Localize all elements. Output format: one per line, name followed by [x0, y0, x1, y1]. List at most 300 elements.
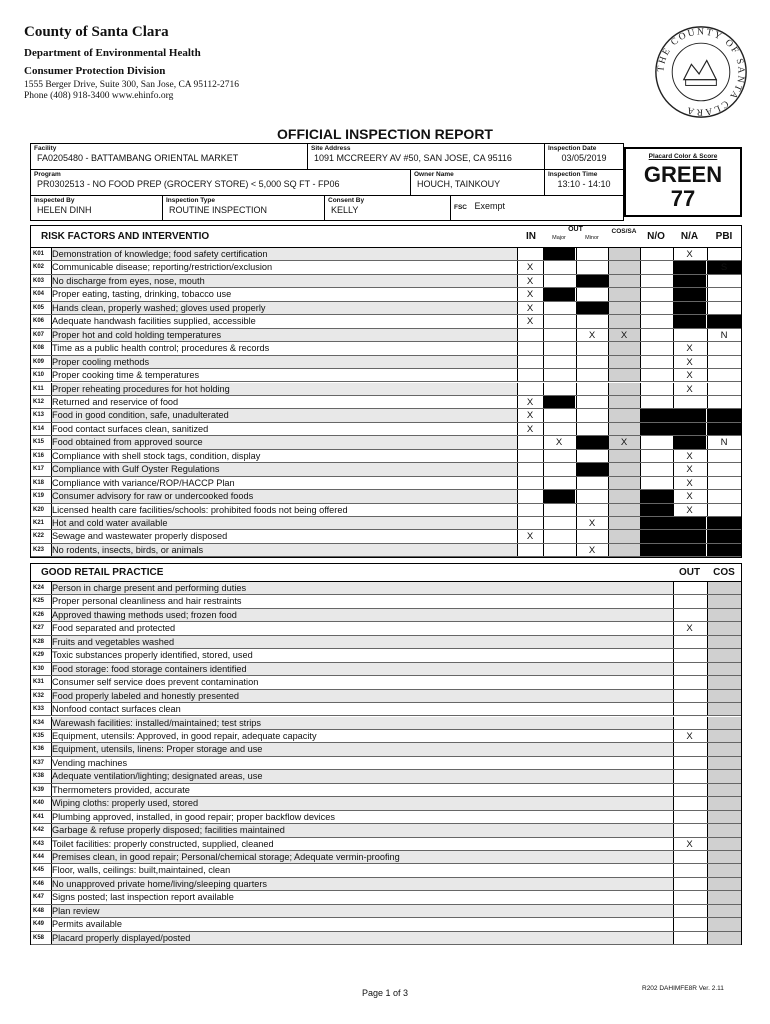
- item-description: Signs posted; last inspection report available: [52, 892, 234, 903]
- cos-shade: [608, 463, 640, 475]
- mark-na[interactable]: X: [686, 504, 693, 516]
- item-code: K09: [33, 358, 45, 365]
- item-code: K41: [33, 813, 45, 820]
- col-divider: [707, 905, 708, 917]
- col-divider: [707, 649, 708, 661]
- col-divider: [543, 530, 544, 542]
- item-code: K02: [33, 264, 45, 271]
- col-divider: [707, 261, 708, 273]
- col-divider: [640, 504, 641, 516]
- mark-mj[interactable]: X: [555, 437, 563, 449]
- mark-mn[interactable]: X: [588, 544, 596, 556]
- item-code: K46: [33, 880, 45, 887]
- col-divider: [51, 261, 52, 273]
- col-divider: [51, 315, 52, 327]
- col-divider: [51, 409, 52, 421]
- mark-in[interactable]: X: [526, 423, 534, 435]
- col-divider: [51, 342, 52, 354]
- cos-shade: [707, 905, 741, 917]
- col-divider: [707, 770, 708, 782]
- col-divider: [51, 905, 52, 917]
- col-divider: [707, 757, 708, 769]
- col-divider: [543, 544, 544, 556]
- mark-pbi[interactable]: N: [720, 329, 728, 341]
- retail-row: [31, 757, 741, 770]
- retail-header-row: GOOD RETAIL PRACTICE OUT COS: [31, 564, 741, 582]
- item-description: Food in good condition, safe, unadulterated: [52, 410, 229, 421]
- retail-row: [31, 811, 741, 824]
- cos-shade: [608, 275, 640, 287]
- col-divider: [51, 356, 52, 368]
- col-divider: [517, 544, 518, 556]
- risk-row: [31, 329, 741, 342]
- col-divider: [576, 450, 577, 462]
- col-divider: [576, 396, 577, 408]
- mark-na[interactable]: X: [686, 370, 693, 382]
- form-version: R202 DAHIMFE8R Ver. 2.11: [642, 985, 724, 992]
- col-divider: [543, 490, 544, 502]
- col-divider: [707, 784, 708, 796]
- item-description: Demonstration of knowledge; food safety certification: [52, 249, 268, 259]
- cos-shade: [707, 811, 741, 823]
- mark-pbi[interactable]: N: [720, 437, 728, 449]
- item-code: K58: [33, 934, 45, 941]
- mark-out[interactable]: X: [686, 838, 693, 850]
- risk-row: [31, 409, 741, 422]
- item-description: Time as a public health control; procedures & records: [52, 343, 270, 354]
- blocked-cell: [543, 248, 575, 260]
- risk-row: [31, 544, 741, 557]
- item-description: No rodents, insects, birds, or animals: [52, 544, 204, 555]
- col-divider: [51, 463, 52, 475]
- col-divider: [576, 544, 577, 556]
- cos-shade: [608, 477, 640, 489]
- mark-in[interactable]: X: [526, 316, 534, 328]
- placard-score-box: Placard Color & Score GREEN 77: [624, 147, 742, 217]
- col-divider: [51, 450, 52, 462]
- item-description: Approved thawing methods used; frozen food: [52, 609, 237, 620]
- col-divider: [640, 302, 641, 314]
- item-code: K29: [33, 652, 45, 659]
- col-divider: [608, 450, 609, 462]
- retail-row: [31, 676, 741, 689]
- col-divider: [543, 261, 544, 273]
- facility-value: FA0205480 - BATTAMBANG ORIENTAL MARKET: [37, 153, 239, 163]
- col-divider: [576, 288, 577, 300]
- item-code: K27: [33, 625, 45, 632]
- retail-row: [31, 851, 741, 864]
- mark-na[interactable]: X: [686, 249, 693, 260]
- col-divider: [707, 369, 708, 381]
- mark-pbi[interactable]: S: [720, 262, 728, 274]
- blocked-cell: [673, 423, 706, 435]
- col-divider: [51, 477, 52, 489]
- blocked-cell: [576, 463, 608, 475]
- col-divider: [707, 248, 708, 260]
- item-description: Returned and reservice of food: [52, 396, 179, 407]
- col-divider: [640, 517, 641, 529]
- cos-shade: [608, 490, 640, 502]
- col-divider: [576, 248, 577, 260]
- col-divider: [640, 436, 641, 448]
- col-divider: [543, 504, 544, 516]
- retail-row: [31, 784, 741, 797]
- item-code: K42: [33, 827, 45, 834]
- owner-cell: Owner Name HOUCH, TAINKOUY: [411, 170, 545, 196]
- col-divider: [673, 477, 674, 489]
- mark-na[interactable]: X: [686, 477, 693, 489]
- blocked-cell: [576, 436, 608, 448]
- col-divider: [543, 477, 544, 489]
- mark-na[interactable]: X: [686, 491, 693, 503]
- col-divider: [543, 409, 544, 421]
- blocked-cell: [707, 544, 741, 556]
- col-divider: [543, 383, 544, 395]
- col-divider: [707, 717, 708, 729]
- item-code: K47: [33, 894, 45, 901]
- col-divider: [608, 530, 609, 542]
- cos-shade: [707, 757, 741, 769]
- mark-cos[interactable]: X: [620, 437, 628, 449]
- col-divider: [576, 423, 577, 435]
- cos-shade: [707, 864, 741, 876]
- mark-na[interactable]: X: [686, 464, 693, 476]
- col-divider: [673, 530, 674, 542]
- cos-shade: [707, 730, 741, 742]
- row-shade: [51, 905, 673, 917]
- col-divider: [608, 383, 609, 395]
- col-divider: [707, 878, 708, 890]
- mark-na[interactable]: X: [686, 450, 693, 462]
- col-divider: [51, 504, 52, 516]
- item-code: K36: [33, 746, 45, 753]
- risk-row: [31, 504, 741, 517]
- col-divider: [707, 932, 708, 944]
- cos-shade: [707, 609, 741, 621]
- mark-in[interactable]: X: [526, 531, 534, 543]
- col-divider: [673, 275, 674, 287]
- retail-row: [31, 905, 741, 918]
- consent-by-value: KELLY: [331, 205, 359, 215]
- col-divider: [707, 811, 708, 823]
- cos-shade: [608, 504, 640, 516]
- col-divider: [51, 530, 52, 542]
- risk-row: [31, 315, 741, 328]
- cos-shade: [707, 636, 741, 648]
- blocked-cell: [640, 530, 673, 542]
- col-divider: [673, 891, 674, 903]
- risk-row: [31, 396, 741, 409]
- county-name: County of Santa Clara: [24, 24, 169, 40]
- blocked-cell: [640, 517, 673, 529]
- col-divider: [673, 436, 674, 448]
- col-divider: [51, 932, 52, 944]
- col-divider: [608, 356, 609, 368]
- col-divider: [517, 288, 518, 300]
- risk-row: [31, 423, 741, 436]
- mark-in[interactable]: X: [526, 396, 534, 408]
- item-description: No discharge from eyes, nose, mouth: [52, 275, 205, 286]
- mark-na[interactable]: X: [686, 356, 693, 368]
- col-divider: [517, 369, 518, 381]
- col-divider: [640, 288, 641, 300]
- item-description: Hot and cold water available: [52, 518, 168, 528]
- mark-mn[interactable]: X: [588, 518, 596, 529]
- cos-shade: [608, 396, 640, 408]
- blocked-cell: [640, 504, 673, 516]
- col-divider: [707, 477, 708, 489]
- item-description: Thermometers provided, accurate: [52, 784, 190, 795]
- cos-shade: [608, 342, 640, 354]
- risk-row: [31, 302, 741, 315]
- cos-shade: [707, 582, 741, 594]
- col-divider: [673, 622, 674, 634]
- col-divider: [707, 864, 708, 876]
- inspection-date-value: 03/05/2019: [561, 153, 607, 163]
- col-divider: [576, 530, 577, 542]
- mark-in[interactable]: X: [526, 262, 534, 274]
- mark-out[interactable]: X: [686, 730, 693, 742]
- retail-row: [31, 932, 741, 945]
- item-code: K25: [33, 598, 45, 605]
- col-divider: [576, 436, 577, 448]
- col-divider: [51, 864, 52, 876]
- cos-shade: [707, 770, 741, 782]
- col-divider: [673, 770, 674, 782]
- mark-na[interactable]: X: [686, 383, 693, 395]
- col-divider: [707, 544, 708, 556]
- col-divider: [673, 636, 674, 648]
- owner-value: HOUCH, TAINKOUY: [417, 179, 501, 189]
- cos-shade: [707, 622, 741, 634]
- item-description: Fruits and vegetables washed: [52, 636, 175, 647]
- col-divider: [673, 797, 674, 809]
- col-divider: [640, 369, 641, 381]
- cos-shade: [707, 918, 741, 930]
- cos-shade: [707, 717, 741, 729]
- col-divider: [673, 663, 674, 675]
- col-divider: [51, 275, 52, 287]
- col-divider: [51, 649, 52, 661]
- retail-rows: [31, 582, 741, 944]
- item-description: Proper reheating procedures for hot holding: [52, 383, 230, 394]
- col-divider: [707, 504, 708, 516]
- retail-row: [31, 878, 741, 891]
- item-code: K40: [33, 800, 45, 807]
- col-divider: [608, 544, 609, 556]
- blocked-cell: [673, 409, 706, 421]
- item-description: Food storage: food storage containers identified: [52, 663, 247, 674]
- col-divider: [640, 450, 641, 462]
- item-description: Plan review: [52, 905, 100, 916]
- risk-row: [31, 275, 741, 288]
- item-code: K14: [33, 425, 45, 432]
- blocked-cell: [673, 530, 706, 542]
- col-divider: [517, 275, 518, 287]
- mark-mn[interactable]: X: [588, 329, 596, 341]
- agency-phone: Phone (408) 918-3400 www.ehinfo.org: [24, 91, 174, 101]
- col-divider: [707, 463, 708, 475]
- cos-shade: [707, 891, 741, 903]
- cos-shade: [608, 517, 640, 529]
- col-divider: [517, 315, 518, 327]
- inspected-by-cell: Inspected By HELEN DINH: [31, 196, 163, 220]
- col-divider: [51, 248, 52, 260]
- col-divider: [576, 517, 577, 529]
- col-divider: [673, 356, 674, 368]
- col-divider: [673, 878, 674, 890]
- col-divider: [673, 517, 674, 529]
- mark-na[interactable]: X: [686, 343, 693, 355]
- col-divider: [608, 302, 609, 314]
- blocked-cell: [707, 530, 741, 542]
- risk-row: [31, 356, 741, 369]
- col-divider: [608, 261, 609, 273]
- col-divider: [543, 423, 544, 435]
- col-divider: [51, 757, 52, 769]
- mark-in[interactable]: X: [526, 289, 534, 301]
- site-address-value: 1091 MCCREERY AV #50, SAN JOSE, CA 95116: [314, 153, 512, 163]
- col-divider: [517, 436, 518, 448]
- col-divider: [640, 463, 641, 475]
- col-divider: [51, 369, 52, 381]
- col-divider: [673, 784, 674, 796]
- col-divider: [608, 315, 609, 327]
- col-divider: [673, 690, 674, 702]
- cos-shade: [608, 369, 640, 381]
- col-divider: [51, 676, 52, 688]
- col-divider: [576, 463, 577, 475]
- item-description: No unapproved private home/living/sleeping quarters: [52, 878, 268, 889]
- col-divider: [517, 517, 518, 529]
- placard-score: 77: [670, 186, 696, 211]
- blocked-cell: [543, 490, 575, 502]
- col-divider: [640, 396, 641, 408]
- item-code: K32: [33, 692, 45, 699]
- col-divider: [673, 315, 674, 327]
- retail-row: [31, 663, 741, 676]
- item-description: Proper personal cleanliness and hair restraints: [52, 596, 242, 607]
- col-divider: [51, 329, 52, 341]
- col-divider: [707, 450, 708, 462]
- item-description: Warewash facilities: installed/maintained; test strips: [52, 717, 262, 728]
- col-divider: [543, 329, 544, 341]
- col-divider: [673, 248, 674, 260]
- col-divider: [707, 636, 708, 648]
- retail-row: [31, 690, 741, 703]
- item-code: K48: [33, 907, 45, 914]
- fsc-cell: FSC Exempt: [454, 201, 505, 211]
- col-divider: [640, 383, 641, 395]
- col-divider: [707, 797, 708, 809]
- col-divider: [707, 918, 708, 930]
- col-divider: [707, 396, 708, 408]
- col-divider: [543, 517, 544, 529]
- mark-out[interactable]: X: [686, 623, 693, 635]
- site-address-cell: Site Address 1091 MCCREERY AV #50, SAN JOSE, CA 95116: [308, 144, 545, 170]
- col-divider: [517, 490, 518, 502]
- risk-row: [31, 477, 741, 490]
- retail-row: [31, 864, 741, 877]
- col-divider: [543, 463, 544, 475]
- svg-text:THE COUNTY OF SANTA CLARA: THE COUNTY OF SANTA CLARA: [655, 26, 747, 118]
- col-divider: [673, 288, 674, 300]
- col-divider: [673, 369, 674, 381]
- col-divider: [707, 383, 708, 395]
- col-divider: [707, 409, 708, 421]
- col-divider: [707, 275, 708, 287]
- col-divider: [707, 315, 708, 327]
- blocked-cell: [673, 261, 706, 273]
- col-divider: [543, 369, 544, 381]
- item-code: K19: [33, 493, 45, 500]
- mark-cos[interactable]: X: [620, 329, 628, 341]
- blocked-cell: [543, 288, 575, 300]
- col-divider: [576, 329, 577, 341]
- col-divider: [51, 838, 52, 850]
- col-divider: [673, 463, 674, 475]
- risk-heading: RISK FACTORS AND INTERVENTIO: [41, 231, 210, 242]
- col-divider: [640, 275, 641, 287]
- item-description: Food properly labeled and honestly presented: [52, 690, 239, 701]
- col-divider: [576, 477, 577, 489]
- col-divider: [707, 288, 708, 300]
- mark-in[interactable]: X: [526, 410, 534, 422]
- col-divider: [576, 275, 577, 287]
- blocked-cell: [673, 517, 706, 529]
- col-divider: [707, 356, 708, 368]
- good-retail-table: [30, 563, 742, 945]
- item-code: K03: [33, 277, 45, 284]
- county-seal-icon: [652, 24, 750, 120]
- col-divider: [517, 356, 518, 368]
- col-divider: [576, 342, 577, 354]
- inspection-date-cell: Inspection Date 03/05/2019: [545, 144, 623, 170]
- retail-row: [31, 622, 741, 635]
- item-code: K45: [33, 867, 45, 874]
- item-code: K04: [33, 291, 45, 298]
- col-divider: [576, 261, 577, 273]
- col-divider: [51, 797, 52, 809]
- inspection-time-cell: Inspection Time 13:10 - 14:10: [545, 170, 623, 196]
- cos-shade: [707, 932, 741, 944]
- cos-shade: [608, 409, 640, 421]
- col-divider: [707, 838, 708, 850]
- blocked-cell: [640, 490, 673, 502]
- program-value: PR0302513 - NO FOOD PREP (GROCERY STORE) < 5,000 SQ FT - FP06: [37, 179, 340, 189]
- col-divider: [640, 409, 641, 421]
- col-divider: [576, 383, 577, 395]
- inspected-by-value: HELEN DINH: [37, 205, 92, 215]
- risk-row: [31, 369, 741, 382]
- retail-row: [31, 730, 741, 743]
- item-description: Garbage & refuse properly disposed; facilities maintained: [52, 825, 285, 836]
- agency-header: [24, 24, 239, 101]
- col-divider: [608, 248, 609, 260]
- item-code: K21: [33, 520, 45, 526]
- col-divider: [707, 690, 708, 702]
- placard-color: GREEN: [643, 162, 723, 187]
- item-code: K05: [33, 304, 45, 311]
- mark-in[interactable]: X: [526, 275, 534, 287]
- cos-shade: [707, 784, 741, 796]
- retail-row: [31, 703, 741, 716]
- item-description: Consumer self service does prevent contamination: [52, 677, 259, 688]
- mark-in[interactable]: X: [526, 302, 534, 314]
- item-code: K20: [33, 506, 45, 513]
- col-divider: [51, 824, 52, 836]
- col-divider: [707, 609, 708, 621]
